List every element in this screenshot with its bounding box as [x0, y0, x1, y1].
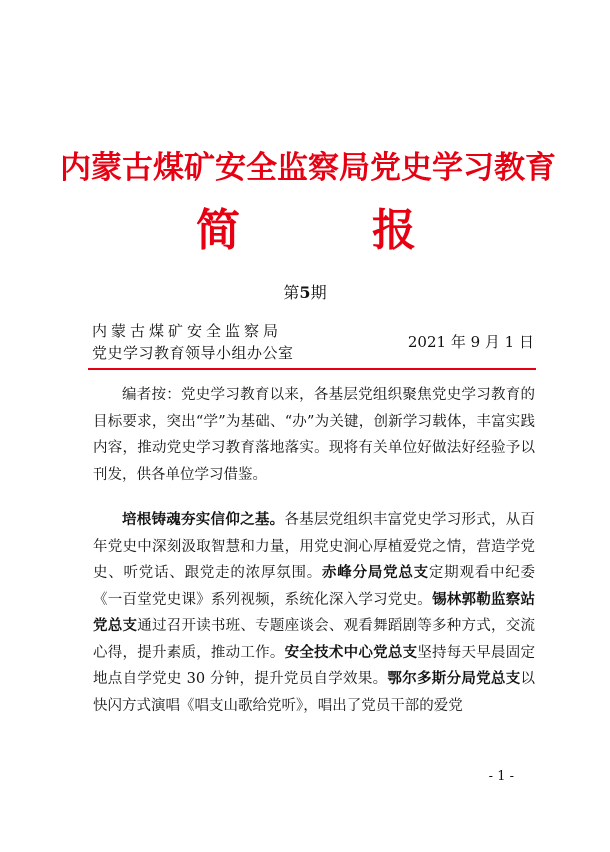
unit-name: 鄂尔多斯分局党总支 — [387, 670, 521, 687]
unit-text: 定期观看中纪委《一百堂党史课》系列视频，系统化深入学习党史。 — [93, 565, 536, 608]
issue-label — [0, 283, 610, 303]
issue-date: 2021 年 9 月 1 日 — [407, 333, 534, 351]
issue-prefix: 第 — [283, 283, 300, 302]
section-paragraph — [93, 507, 535, 719]
section-intro: 各基层党组织丰富党史学习形式，从百年党史中深刻汲取智慧和力量，用党史涧心厚植爱党之情，营造学党史、听党话、跟党走的浓厚氛围。 — [93, 512, 536, 581]
unit-text: 通过召开读书班、专题座谈会、观看舞蹈剧等多种方式，交流心得，提升素质，推动工作。 — [93, 618, 536, 661]
unit-text: 以快闪方式演唱《唱支山歌给党听》，唱出了党员干部的爱党 — [93, 671, 536, 714]
subtitle-char-bao: 报 — [372, 205, 416, 256]
editor-note: 编者按：党史学习教育以来，各基层党组织聚焦党史学习教育的目标要求，突出“学”为基础、“办”为关键，创新学习载体，丰富实践内容，推动党史学习教育落地落实。现将有关单位好做法好经验予以刊发，供各单位学习借鉴。 — [93, 387, 535, 483]
unit-name: 赤峰分局党总支 — [322, 564, 429, 581]
issue-suffix: 期 — [310, 283, 327, 302]
issuing-org-line2: 党史学习教育领导小组办公室 — [92, 344, 294, 362]
bulletin-subtitle — [196, 206, 416, 256]
section-heading: 培根铸魂夯实信仰之基。 — [122, 511, 285, 528]
red-divider — [88, 368, 536, 370]
issuing-org-line1: 内蒙古煤矿安全监察局 — [92, 322, 283, 340]
unit-text: 坚持每天早晨固定地点自学党史 30 分钟，提升党员自学效果。 — [93, 644, 536, 687]
unit-name: 安全技术中心党总支 — [284, 643, 418, 661]
issue-number: 5 — [299, 283, 311, 302]
subtitle-char-jian: 简 — [196, 205, 240, 256]
unit-name: 锡林郭勒监察站党总支 — [93, 590, 536, 634]
bulletin-title: 内蒙古煤矿安全监察局党史学习教育 — [60, 150, 556, 186]
page-number: - 1 - — [488, 769, 514, 784]
